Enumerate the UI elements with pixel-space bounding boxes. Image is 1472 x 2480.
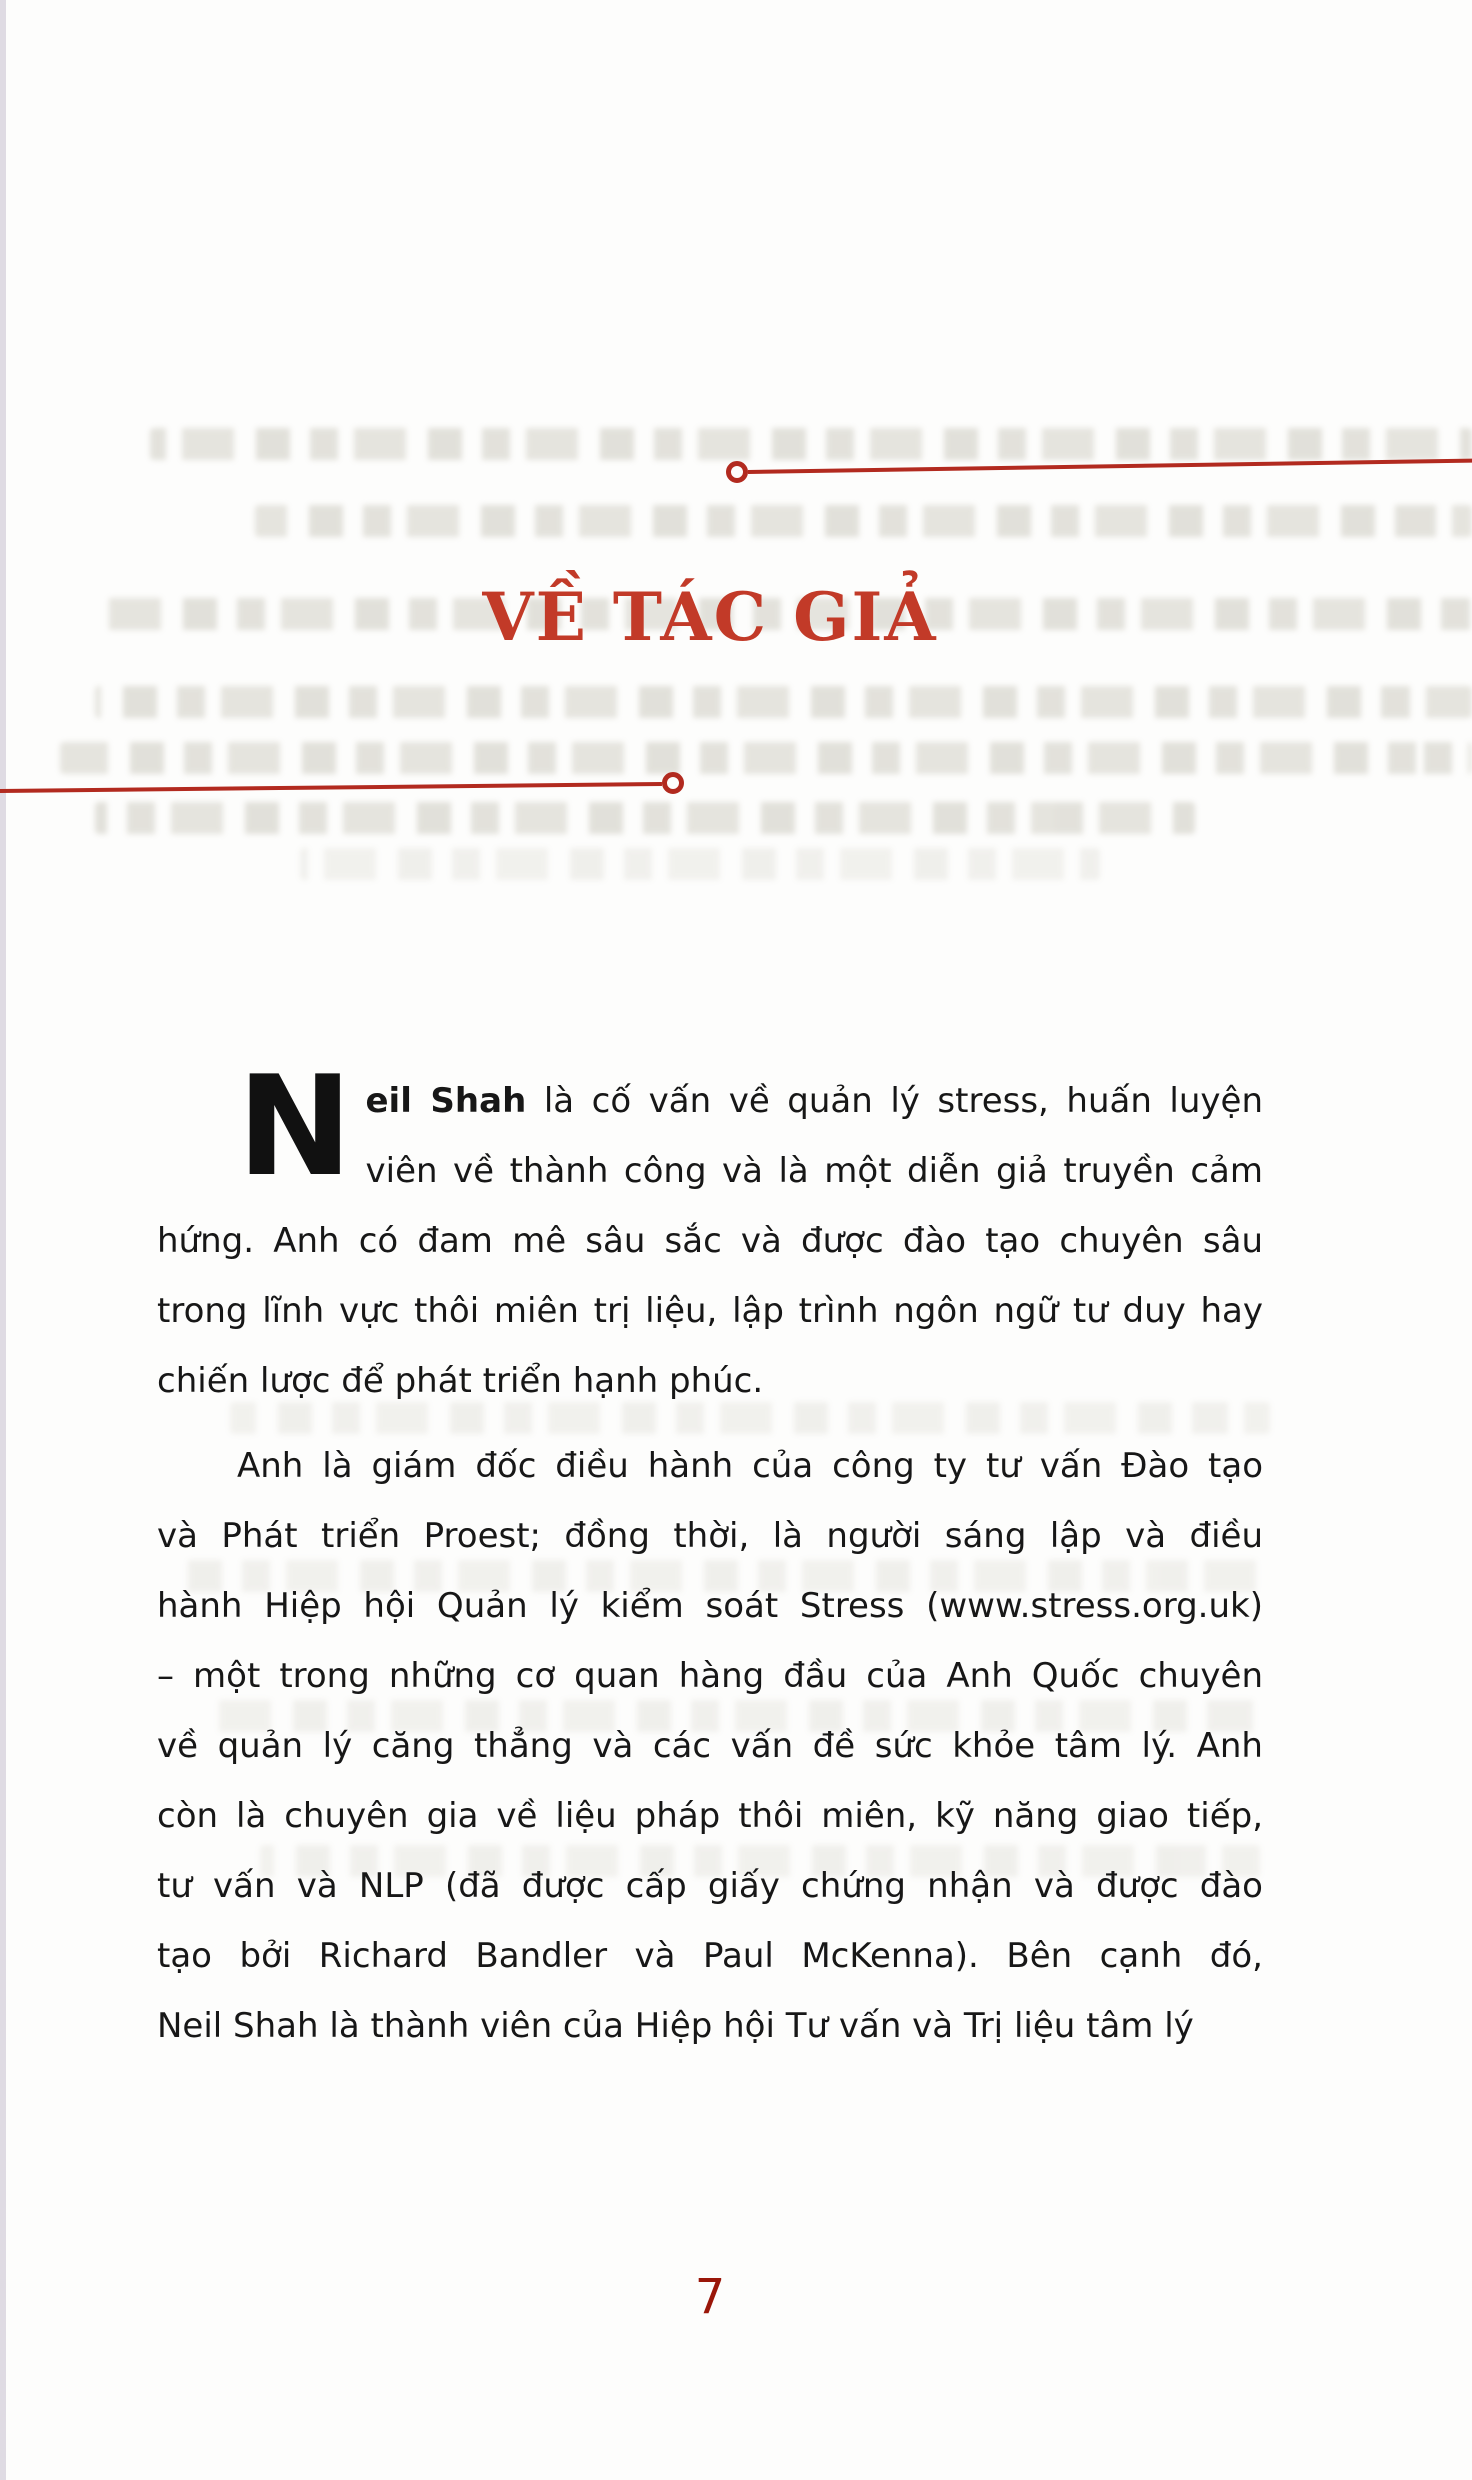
author-intro-paragraph	[157, 1046, 1263, 1416]
text-line: Neil Shah là thành viên của Hiệp hội Tư vấn và Trị liệu tâm lý	[157, 2006, 1194, 2046]
text-line-rest: là cố vấn về quản lý stress, huấn luyện	[526, 1081, 1263, 1121]
page-title: VỀ TÁC GIẢ	[482, 578, 938, 656]
red-divider-left	[0, 782, 662, 793]
bleed-through-text	[95, 802, 1195, 834]
text-line: – một trong những cơ quan hàng đầu của Anh Quốc chuyên	[157, 1656, 1263, 1696]
text-line: tư vấn và NLP (đã được cấp giấy chứng nhận và được đào	[157, 1866, 1263, 1906]
text-line: tạo bởi Richard Bandler và Paul McKenna). Bên cạnh đó,	[157, 1936, 1263, 1976]
bleed-through-text	[300, 848, 1100, 880]
body-text	[157, 1046, 1263, 2061]
text-line: trong lĩnh vực thôi miên trị liệu, lập trình ngôn ngữ tư duy hay	[157, 1291, 1263, 1331]
bleed-through-text	[150, 428, 1472, 460]
text-line: Anh là giám đốc điều hành của công ty tư vấn Đào tạo	[237, 1446, 1263, 1486]
text-line: hành Hiệp hội Quản lý kiểm soát Stress (www.stress.org.uk)	[157, 1586, 1263, 1626]
author-name-bold: eil Shah	[365, 1081, 527, 1121]
text-line: về quản lý căng thẳng và các vấn đề sức khỏe tâm lý. Anh	[157, 1726, 1263, 1766]
text-line: viên về thành công và là một diễn giả truyền cảm	[365, 1151, 1263, 1191]
scan-edge	[0, 0, 6, 2480]
drop-cap: N	[237, 1046, 353, 1207]
bleed-through-text	[60, 742, 1472, 774]
page-number: 7	[694, 2269, 726, 2325]
red-divider-top-circle	[726, 461, 748, 483]
red-divider-top	[748, 459, 1472, 474]
bleed-through-text	[255, 505, 1472, 537]
text-line: chiến lược để phát triển hạnh phúc.	[157, 1361, 764, 1401]
text-line: và Phát triển Proest; đồng thời, là người sáng lập và điều	[157, 1516, 1263, 1556]
red-divider-left-circle	[662, 772, 684, 794]
bleed-through-text	[95, 686, 1472, 718]
author-bio-paragraph	[157, 1431, 1263, 2061]
text-line: còn là chuyên gia về liệu pháp thôi miên, kỹ năng giao tiếp,	[157, 1796, 1263, 1836]
text-line: hứng. Anh có đam mê sâu sắc và được đào tạo chuyên sâu	[157, 1221, 1263, 1261]
